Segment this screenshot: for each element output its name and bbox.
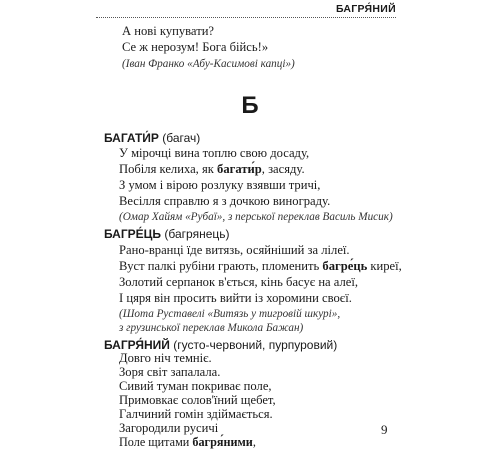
highlighted-word: багре́ць bbox=[322, 259, 368, 273]
entry-heading bbox=[104, 227, 229, 241]
gloss: (багрянець) bbox=[161, 227, 230, 241]
verse-text: Поле щитами bbox=[119, 435, 193, 449]
entry-heading bbox=[104, 338, 337, 352]
running-head-text: БАГРЯ́НИЙ bbox=[335, 3, 396, 15]
highlighted-word: багря́ними bbox=[192, 435, 253, 449]
verse-text: киреї, bbox=[367, 259, 402, 273]
verse-line: Весілля справлю я з дочкою винограду. bbox=[119, 194, 331, 208]
page-number: 9 bbox=[381, 422, 388, 437]
verse-line: Галчиний гомін здіймається. bbox=[119, 407, 273, 421]
highlighted-word: багати́р bbox=[217, 162, 262, 176]
citation: з грузинської переклав Микола Бажан) bbox=[119, 322, 304, 334]
verse-line: З умом і вірою розлуку взявши тричі, bbox=[119, 178, 321, 192]
verse-text: , bbox=[252, 435, 256, 449]
citation: (Омар Хайям «Рубаї», з перської переклав Василь Мисик) bbox=[119, 211, 393, 223]
verse-line bbox=[119, 436, 256, 449]
verse-text: Побіля келиха, як bbox=[119, 162, 218, 176]
verse-line: Сивий туман покриває поле, bbox=[119, 379, 272, 393]
headword: БАГАТИ́Р bbox=[104, 131, 159, 145]
verse-text: Вуст палкі рубіни грають, пломенить bbox=[119, 259, 323, 273]
entry-heading bbox=[104, 131, 200, 145]
gloss: (багач) bbox=[158, 131, 201, 145]
verse-line: Рано-вранці їде витязь, осяйніший за лілеї. bbox=[119, 243, 350, 257]
gloss: (густо-червоний, пурпуровий) bbox=[169, 338, 338, 352]
verse-line: Се ж нерозум! Бога бійсь!» bbox=[122, 40, 269, 54]
section-letter: Б bbox=[241, 92, 259, 119]
headword: БАГРЕ́ЦЬ bbox=[104, 227, 162, 241]
verse-line: А нові купувати? bbox=[122, 24, 215, 38]
verse-line: Примовкає солов'їний щебет, bbox=[119, 393, 276, 407]
verse-line: Загородили русичі bbox=[119, 421, 219, 435]
verse-line: Золотий серпанок в'ється, кінь басує на алеї, bbox=[119, 275, 359, 289]
citation: (Іван Франко «Абу-Касимові капці») bbox=[122, 58, 295, 70]
verse-line bbox=[119, 259, 402, 273]
verse-line bbox=[119, 162, 305, 176]
verse-line: І цяря він просить вийти із хоромини своєї. bbox=[119, 291, 352, 305]
citation: (Шота Руставелі «Витязь у тигровій шкурі», bbox=[119, 308, 341, 320]
verse-line: Довго ніч темніє. bbox=[119, 351, 212, 365]
verse-line: У мірочці вина топлю свою досаду, bbox=[119, 146, 310, 160]
verse-text: , засяду. bbox=[261, 162, 305, 176]
verse-line: Зоря світ запалала. bbox=[119, 365, 221, 379]
headword: БАГРЯ́НИЙ bbox=[104, 338, 170, 352]
running-head bbox=[96, 3, 396, 18]
